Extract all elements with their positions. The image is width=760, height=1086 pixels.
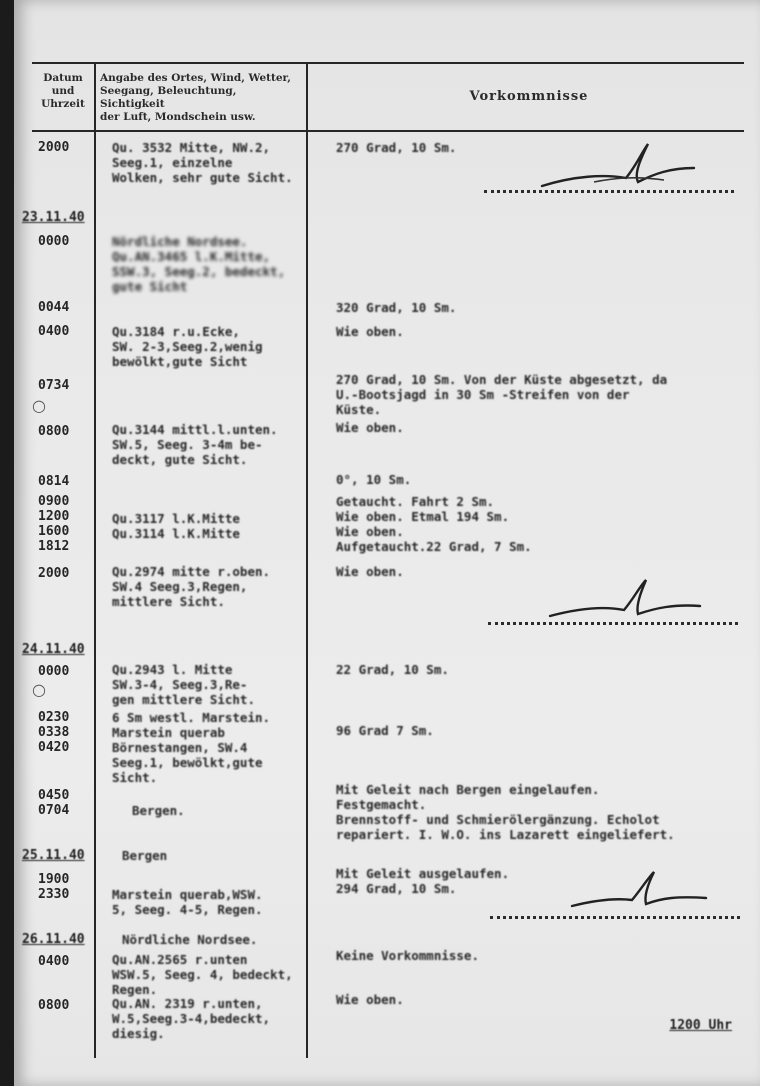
entry-date: 26.11.40 (22, 932, 85, 947)
header-place-weather: Angabe des Ortes, Wind, Wetter, Seegang, Beleuchtung, Sichtigkeit der Luft, Mondschein usw. (100, 72, 291, 123)
column-rule-1 (94, 62, 96, 1058)
header-top-rule (32, 62, 744, 64)
entry-time: 0400 (38, 324, 70, 339)
signature-mark (566, 868, 716, 916)
entry-place: Qu.3184 r.u.Ecke, SW. 2-3,Seeg.2,wenig bewölkt,gute Sicht (112, 324, 263, 369)
entry-event: 270 Grad, 10 Sm. Von der Küste abgesetzt, da U.-Bootsjagd in 30 Sm -Streifen von der Küste. (336, 372, 668, 417)
entry-time: 0000 (38, 234, 70, 249)
entry-time: 0450 0704 (38, 788, 70, 818)
entry-time: 0734 (38, 378, 70, 393)
header-date-time: Datum und Uhrzeit (41, 72, 85, 110)
entry-place: Qu.2974 mitte r.oben. SW.4 Seeg.3,Regen, mittlere Sicht. (112, 564, 271, 609)
entry-event: 320 Grad, 10 Sm. (336, 300, 457, 315)
entry-time: 0800 (38, 998, 70, 1013)
signature-mark (544, 576, 714, 626)
header-events: Vorkommnisse (469, 89, 589, 104)
entry-place: Qu.2943 l. Mitte SW.3-4, Seeg.3,Re- gen mittlere Sicht. (112, 662, 255, 707)
entry-event: Mit Geleit ausgelaufen. 294 Grad, 10 Sm. (336, 866, 510, 896)
entry-time: 1900 2330 (38, 872, 70, 902)
entry-event: Mit Geleit nach Bergen eingelaufen. Festgemacht. Brennstoff- und Schmierölergänzung. Echolot repariert. I. W.O. ins Lazarett eingeliefert. (336, 782, 675, 842)
entry-time: 0900 1200 1600 1812 (38, 494, 70, 554)
entry-place: Qu. 3532 Mitte, NW.2, Seeg.1, einzelne Wolken, sehr gute Sicht. (112, 140, 293, 185)
entry-event: 0°, 10 Sm. (336, 472, 412, 487)
entry-time: 2000 (38, 140, 70, 155)
punch-hole-icon: ○ (32, 396, 46, 415)
entry-time: 0000 (38, 664, 70, 679)
entry-event: Wie oben. (336, 324, 404, 339)
entry-time: 0044 (38, 300, 70, 315)
entry-event: Wie oben. (336, 420, 404, 435)
entry-place: Bergen (122, 848, 168, 863)
entry-time: 0400 (38, 954, 70, 969)
header-bottom-rule (32, 130, 744, 132)
entry-time: 0814 (38, 474, 70, 489)
logbook-page (14, 0, 760, 1086)
entry-date: 25.11.40 (22, 848, 85, 863)
entry-place: Nördliche Nordsee. (122, 932, 258, 947)
entry-place: Bergen. (132, 803, 185, 818)
entry-place: Qu.3144 mittl.l.unten. SW.5, Seeg. 3-4m be- deckt, gute Sicht. (112, 422, 278, 467)
entry-place: Nördliche Nordsee. Qu.AN.3465 l.K.Mitte, SSW.3, Seeg.2, bedeckt, gute Sicht (112, 234, 286, 294)
entry-event: Getaucht. Fahrt 2 Sm. Wie oben. Etmal 194 Sm. Wie oben. Aufgetaucht.22 Grad, 7 Sm. (336, 494, 532, 554)
entry-date: 24.11.40 (22, 642, 85, 657)
entry-event: 96 Grad 7 Sm. (336, 723, 434, 738)
punch-hole-icon: ○ (32, 680, 46, 699)
entry-event: 270 Grad, 10 Sm. (336, 140, 457, 155)
signature-mark (534, 138, 704, 198)
entry-place: Qu.AN.2565 r.unten WSW.5, Seeg. 4, bedeckt, Regen. (112, 952, 293, 997)
entry-date: 23.11.40 (22, 210, 85, 225)
entry-time: 0800 (38, 424, 70, 439)
entry-event: Wie oben. (336, 992, 404, 1007)
entry-place: 6 Sm westl. Marstein. Marstein querab Börnestangen, SW.4 Seeg.1, bewölkt,gute Sicht. (112, 710, 271, 785)
entry-event: 22 Grad, 10 Sm. (336, 662, 449, 677)
entry-event: Keine Vorkommnisse. (336, 948, 479, 963)
entry-place: Marstein querab,WSW. 5, Seeg. 4-5, Regen. (112, 887, 263, 917)
entry-time: 2000 (38, 566, 70, 581)
entry-event: Wie oben. (336, 564, 404, 579)
entry-place: Qu.AN. 2319 r.unten, W.5,Seeg.3-4,bedeckt, diesig. (112, 996, 271, 1041)
entry-place: Qu.3117 l.K.Mitte Qu.3114 l.K.Mitte (112, 511, 240, 541)
end-time: 1200 Uhr (669, 1018, 732, 1033)
entry-time: 0230 0338 0420 (38, 710, 70, 755)
